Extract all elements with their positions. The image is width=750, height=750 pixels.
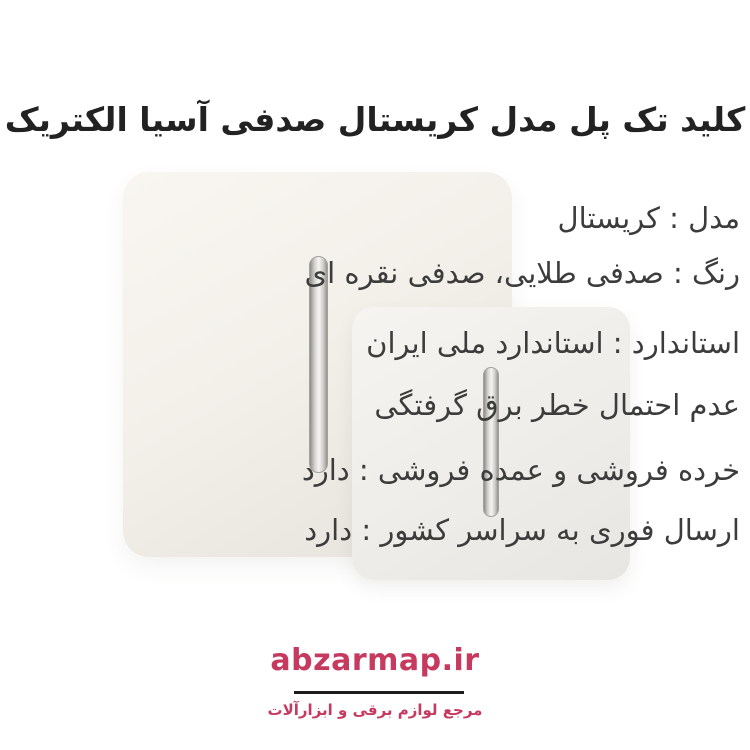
footer-divider <box>294 691 464 694</box>
page-title: کلید تک پل مدل کریستال صدفی آسیا الکتریک <box>4 100 746 139</box>
spec-retail-wholesale: خرده فروشی و عمده فروشی : دارد <box>301 453 740 487</box>
spec-safety: عدم احتمال خطر برق گرفتگی <box>374 388 740 422</box>
spec-model: مدل : کریستال <box>557 201 740 235</box>
spec-standard: استاندارد : استاندارد ملی ایران <box>366 326 740 360</box>
spec-shipping: ارسال فوری به سراسر کشور : دارد <box>304 513 740 547</box>
spec-color: رنگ : صدفی طلایی، صدفی نقره ای <box>304 256 740 290</box>
brand-tagline: مرجع لوازم برقی و ابزارآلات <box>267 701 483 719</box>
brand-logo-text: abzarmap.ir <box>270 643 480 678</box>
